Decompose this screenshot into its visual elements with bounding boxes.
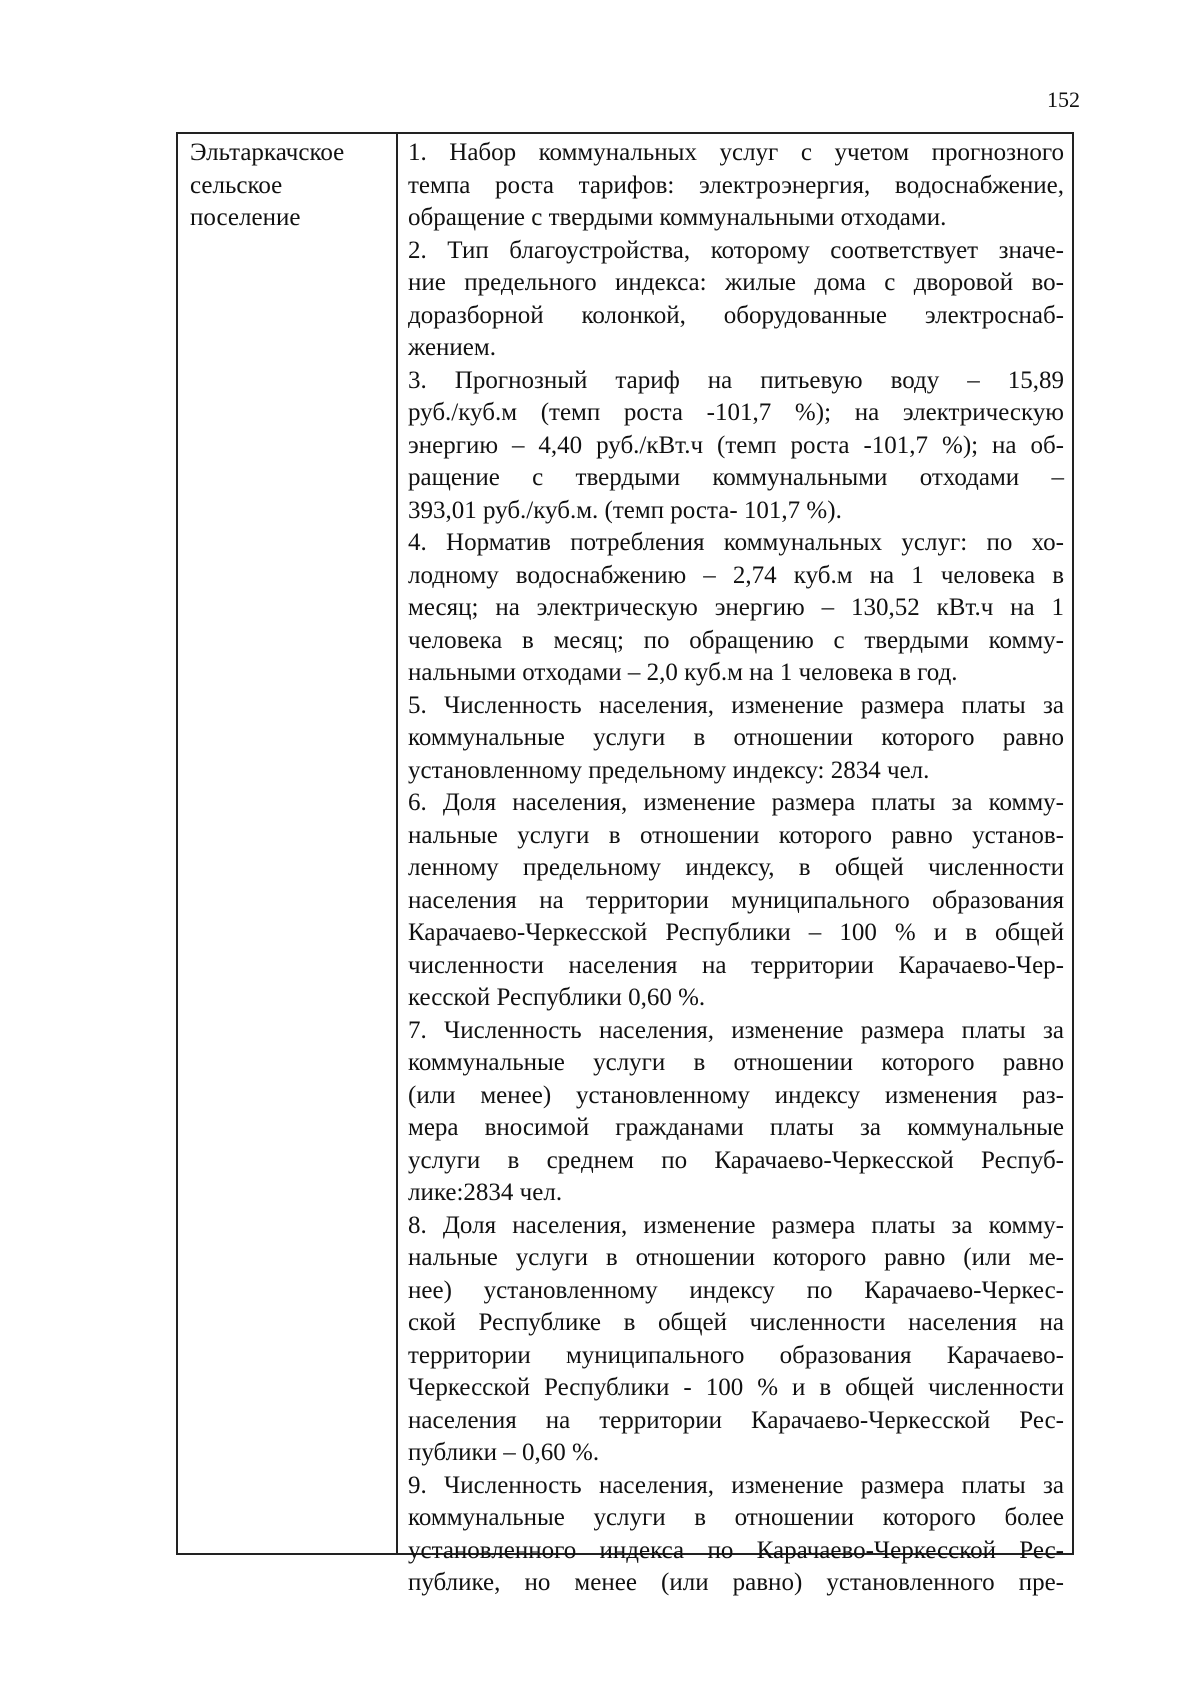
- indicator-table: [176, 132, 1074, 1596]
- indicator-item-1: [408, 137, 1064, 235]
- indicator-text-line: месяц; на электрическую энергию – 130,52 кВт.ч на 1: [408, 594, 1064, 621]
- settlement-name-line: сельское: [190, 171, 283, 199]
- indicator-text-line: лодному водоснабжению – 2,74 куб.м на 1 человека в: [408, 561, 1064, 589]
- indicator-text-line: человека в месяц; по обращению с твердыми комму-: [408, 626, 1064, 654]
- indicator-text-line: энергию – 4,40 руб./кВт.ч (темп роста -101,7 %); на об-: [408, 431, 1064, 459]
- indicator-text-line: Карачаево-Черкесской Республики – 100 % и в общей: [408, 919, 1064, 946]
- indicator-text-line: нальные услуги в отношении которого равно установ-: [408, 821, 1064, 849]
- indicators-cell: [398, 134, 1072, 1596]
- indicator-text-line: 4. Норматив потребления коммунальных услуг: по хо-: [408, 529, 1064, 556]
- settlement-name-line: поселение: [190, 204, 301, 231]
- indicator-text-line: ской Республике в общей численности населения на: [408, 1309, 1064, 1336]
- indicator-text-line: кесской Республики 0,60 %.: [408, 984, 706, 1011]
- indicator-text-line: коммунальные услуги в отношении которого равно: [408, 724, 1064, 751]
- indicator-text-line: установленного индекса по Карачаево-Черкесской Рес-: [408, 1536, 1064, 1564]
- indicator-text-line: 1. Набор коммунальных услуг с учетом прогнозного: [408, 139, 1064, 166]
- indicator-item-4: [408, 527, 1064, 690]
- indicator-item-8: [408, 1210, 1064, 1470]
- settlement-name-line: Эльтаркачское: [190, 139, 345, 166]
- indicator-text-line: мера вносимой гражданами платы за коммунальные: [408, 1114, 1064, 1141]
- indicator-text-line: численности населения на территории Карачаево-Чер-: [408, 951, 1064, 979]
- indicator-text-line: 8. Доля населения, изменение размера платы за комму-: [408, 1211, 1064, 1239]
- indicator-item-2: [408, 235, 1064, 365]
- indicator-text-line: ленному предельному индексу, в общей численности: [408, 854, 1064, 881]
- indicator-text-line: территории муниципального образования Карачаево-: [408, 1341, 1064, 1369]
- indicator-text-line: ние предельного индекса: жилые дома с дворовой во-: [408, 269, 1064, 296]
- indicator-text-line: жением.: [408, 334, 496, 361]
- indicator-text-line: нее) установленному индексу по Карачаево-Черкес-: [408, 1276, 1064, 1304]
- indicator-text-line: (или менее) установленному индексу изменения раз-: [408, 1081, 1064, 1109]
- indicator-item-9: [408, 1470, 1064, 1600]
- indicator-text-line: публике, но менее (или равно) установленного пре-: [408, 1569, 1064, 1596]
- indicator-text-line: Черкесской Республики - 100 % и в общей численности: [408, 1374, 1064, 1401]
- page-number: 152: [1047, 87, 1080, 112]
- indicator-text-line: 6. Доля населения, изменение размера платы за комму-: [408, 789, 1064, 816]
- indicator-text-line: темпа роста тарифов: электроэнергия, водоснабжение,: [408, 171, 1064, 199]
- indicator-text-line: населения на территории муниципального образования: [408, 886, 1064, 914]
- indicator-text-line: 393,01 руб./куб.м. (темп роста- 101,7 %).: [408, 496, 842, 524]
- indicator-text-line: коммунальные услуги в отношении которого равно: [408, 1049, 1064, 1076]
- indicator-text-line: населения на территории Карачаево-Черкесской Рес-: [408, 1406, 1064, 1434]
- indicator-text-line: установленному предельному индексу: 2834 чел.: [408, 756, 930, 784]
- indicator-text-line: публики – 0,60 %.: [408, 1439, 600, 1466]
- indicator-text-line: 5. Численность населения, изменение размера платы за: [408, 691, 1064, 719]
- indicator-text-line: 7. Численность населения, изменение размера платы за: [408, 1016, 1064, 1044]
- settlement-name-cell: [178, 134, 398, 1553]
- indicator-text-line: 3. Прогнозный тариф на питьевую воду – 15,89: [408, 366, 1064, 394]
- indicator-text-line: 9. Численность населения, изменение размера платы за: [408, 1471, 1064, 1499]
- indicator-text-line: нальные услуги в отношении которого равно (или ме-: [408, 1244, 1064, 1271]
- indicator-text-line: ращение с твердыми коммунальными отходами –: [408, 464, 1064, 491]
- indicator-item-3: [408, 365, 1064, 528]
- indicator-text-line: услуги в среднем по Карачаево-Черкесской Респуб-: [408, 1146, 1064, 1174]
- indicator-text-line: обращение с твердыми коммунальными отходами.: [408, 204, 947, 231]
- indicator-text-line: коммунальные услуги в отношении которого более: [408, 1504, 1064, 1531]
- indicator-item-6: [408, 787, 1064, 1015]
- indicator-text-line: доразборной колонкой, оборудованные электроснаб-: [408, 301, 1064, 329]
- indicator-text-line: лике:2834 чел.: [408, 1179, 563, 1206]
- indicator-text-line: руб./куб.м (темп роста -101,7 %); на электрическую: [408, 399, 1064, 426]
- indicator-text-line: 2. Тип благоустройства, которому соответствует значе-: [408, 236, 1064, 264]
- indicator-text-line: нальными отходами – 2,0 куб.м на 1 человека в год.: [408, 659, 958, 686]
- indicator-item-5: [408, 690, 1064, 788]
- indicator-item-7: [408, 1015, 1064, 1210]
